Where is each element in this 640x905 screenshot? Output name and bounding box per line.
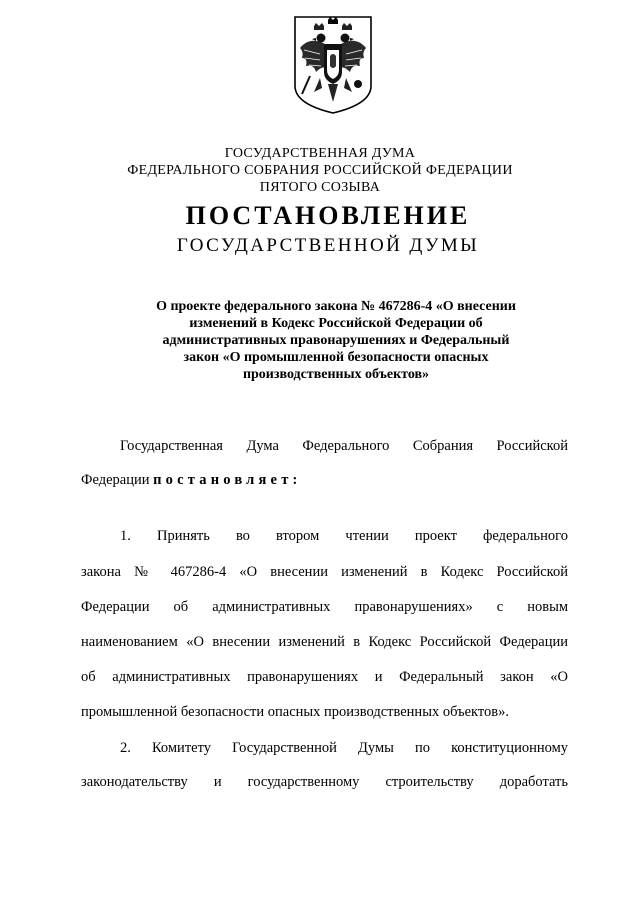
intro-line-resolves [81, 470, 568, 490]
subject-line: изменений в Кодекс Российской Федерации об [189, 316, 483, 331]
intro-line: Государственная Дума Федерального Собрания Российской [120, 438, 568, 454]
subject-line: административных правонарушениях и Федеральный [162, 333, 510, 348]
subject-line: производственных объектов» [242, 367, 430, 382]
subject-line: закон «О промышленной безопасности опасных [183, 350, 489, 365]
coat-of-arms-emblem [292, 14, 374, 116]
document-issuer: ГОСУДАРСТВЕННОЙ ДУМЫ [176, 235, 480, 256]
item1-line: закона № 467286-4 «О внесении изменений в Кодекс Российской [81, 564, 568, 580]
intro-federation-word: Федерации [81, 472, 150, 488]
subject-line: О проекте федерального закона № 467286-4 «О внесении [156, 299, 516, 314]
item1-line-last: промышленной безопасности опасных производственных объектов». [81, 704, 509, 720]
header-line-federal-assembly: ФЕДЕРАЛЬНОГО СОБРАНИЯ РОССИЙСКОЙ ФЕДЕРАЦИИ [127, 163, 513, 178]
item2-line: законодательству и государственному строительству доработать [81, 774, 568, 790]
item1-line: наименованием «О внесении изменений в Кодекс Российской Федерации [81, 634, 568, 650]
item1-line: Федерации об административных правонарушениях» с новым [81, 599, 568, 615]
document-subject [112, 298, 560, 383]
item1-line: об административных правонарушениях и Федеральный закон «О [81, 669, 568, 685]
resolves-emphasis: постановляет: [153, 472, 302, 488]
document-type-title: ПОСТАНОВЛЕНИЕ [185, 201, 471, 230]
item1-line: 1. Принять во втором чтении проект федерального [120, 528, 568, 544]
header-line-duma: ГОСУДАРСТВЕННАЯ ДУМА [224, 146, 416, 161]
item2-line: 2. Комитету Государственной Думы по конституционному [120, 740, 568, 756]
header-line-convocation: ПЯТОГО СОЗЫВА [259, 180, 381, 195]
